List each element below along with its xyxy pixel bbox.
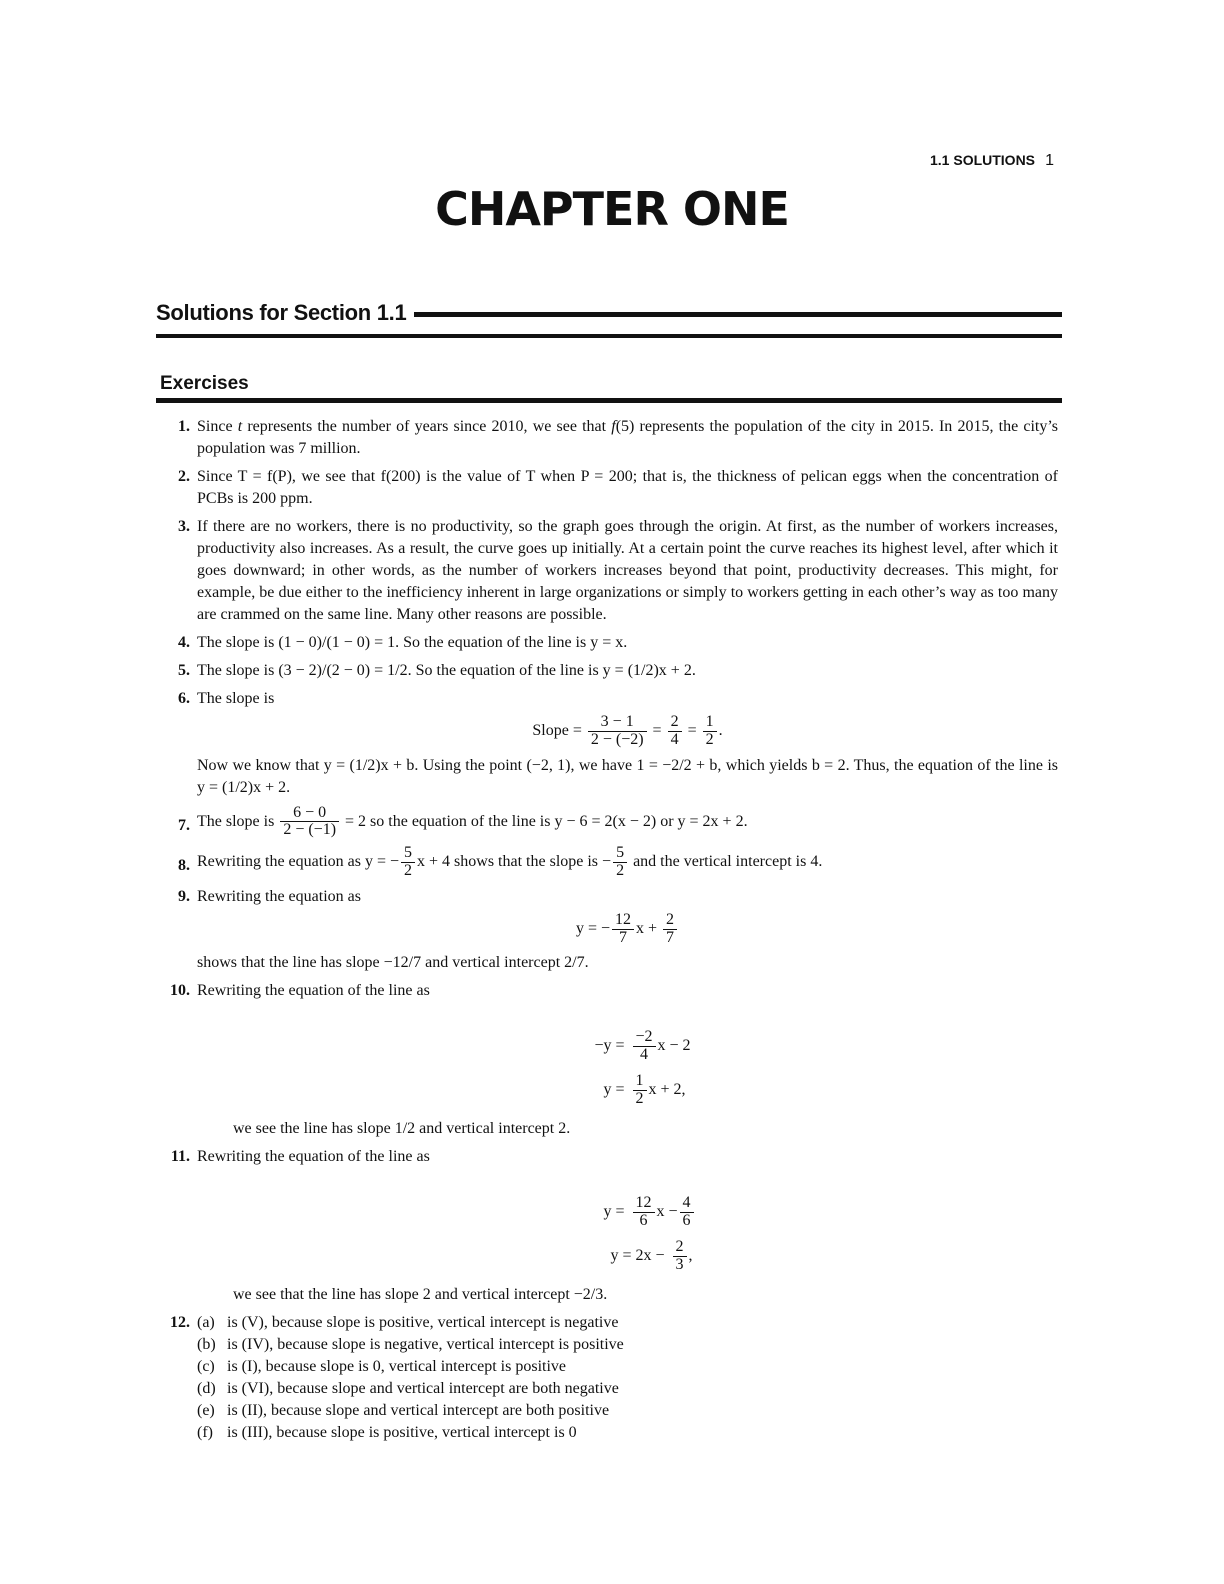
sub-answer-text: is (I), because slope is 0, vertical intercept is positive: [227, 1358, 567, 1376]
exercise-number: 11.: [170, 1148, 190, 1166]
exercise-intro: Rewriting the equation of the line as: [197, 1148, 430, 1166]
fraction: [633, 1195, 655, 1230]
exercise-number: 12.: [170, 1314, 190, 1332]
exercise-4: [156, 632, 1058, 654]
exercise-10: [156, 980, 1058, 1140]
numerator: −2: [633, 1029, 656, 1047]
equation-lhs: −y =: [594, 1037, 625, 1055]
denominator: 2 − (−2): [590, 730, 644, 748]
fraction: [588, 714, 647, 749]
denominator: 7: [666, 928, 675, 946]
denominator: 2: [635, 1089, 644, 1107]
exercise-number: 2.: [178, 468, 190, 485]
sub-answer-label: (c): [197, 1358, 215, 1376]
exercise-number: 8.: [178, 857, 190, 875]
sub-answer: [197, 1400, 1058, 1422]
exercise-number: 10.: [170, 982, 190, 1000]
equation-lhs: y =: [603, 1081, 625, 1099]
sub-answer: [197, 1422, 1058, 1444]
numerator: 5: [613, 845, 627, 863]
equation-row: [197, 1024, 1058, 1068]
fraction: [703, 714, 717, 749]
equation-rhs: [631, 1029, 751, 1064]
slope-label: Slope =: [532, 721, 582, 739]
exercise-text: Now we know that y = (1/2)x + b. Using the point (−2, 1), we have 1 = −2/2 + b, which yields b = 2. Thus, the equation of the line is y = (1/2)x + 2.: [197, 756, 1058, 796]
denominator: 6: [682, 1211, 691, 1229]
equation-lhs: y =: [603, 1203, 625, 1221]
page-number: 1: [1045, 152, 1054, 169]
subsection-title: Exercises: [160, 373, 249, 394]
denominator: 4: [640, 1045, 649, 1063]
variable-t: t: [237, 418, 243, 435]
running-head-section: 1.1 SOLUTIONS: [930, 152, 1036, 168]
text-run: Since: [197, 418, 238, 435]
text-run: represents the number of years since 2010, we see that: [242, 418, 612, 435]
exercise-1: [156, 416, 1058, 460]
exercise-intro: The slope is: [197, 690, 275, 707]
sub-answer-label: (a): [197, 1314, 215, 1332]
exercise-12: [156, 1312, 1058, 1444]
exercise-number: 9.: [178, 887, 190, 905]
exercise-9: [156, 886, 1058, 975]
fraction: [280, 805, 339, 840]
slope-equation: [197, 714, 1058, 749]
fraction: [680, 1195, 694, 1230]
exercise-8: [156, 845, 1058, 880]
equation-rhs: [631, 1073, 751, 1108]
numerator: 2: [668, 714, 682, 732]
period: .: [718, 721, 723, 739]
exercise-2: [156, 466, 1058, 510]
chapter-title: CHAPTER ONE: [435, 182, 789, 236]
numerator: 1: [633, 1073, 647, 1091]
exercise-7: [156, 805, 1058, 840]
equals-sign: =: [687, 721, 697, 739]
equation-block: [197, 1190, 1058, 1278]
function-f: f: [611, 418, 616, 435]
fraction: [633, 1073, 647, 1108]
equation-rhs: [631, 1195, 751, 1230]
sub-answer-label: (b): [197, 1336, 216, 1354]
text-run: Rewriting the equation as y = −: [197, 853, 400, 871]
equation-row: [197, 1190, 1058, 1234]
exercise-text: If there are no workers, there is no productivity, so the graph goes through the origin. At first, as the number of workers increases, productivity also increases. As a result, the curve goes up initially. At a certain point the curve reaches its highest level, after which it goes downward; in other words, as the number of workers increases beyond that point, productivity decreases. This might, for example, be due either to the inefficiency inherent in large organizations or simply to workers getting in each other’s way as too many are crammed on the same line. Many other reasons are possible.: [197, 518, 1058, 623]
numerator: 5: [401, 845, 415, 863]
denominator: 6: [639, 1211, 648, 1229]
equation-lhs: y = −: [575, 919, 610, 937]
denominator: 2: [705, 730, 714, 748]
exercise-intro: Rewriting the equation as: [197, 887, 361, 905]
sub-answer-text: is (VI), because slope and vertical intercept are both negative: [227, 1380, 619, 1398]
sub-answer-label: (f): [197, 1424, 213, 1442]
sub-answer: [197, 1356, 1058, 1378]
equals-sign: =: [652, 721, 662, 739]
exercise-5: [156, 660, 1058, 682]
denominator: 2: [616, 861, 625, 879]
sub-answer: [197, 1378, 1058, 1400]
exercise-3: [156, 516, 1058, 626]
section-divider: [156, 334, 1062, 338]
sub-answer: [197, 1312, 1058, 1334]
numerator: 6 − 0: [280, 805, 339, 823]
exercise-6: [156, 688, 1058, 799]
sub-answer-text: is (III), because slope is positive, vertical intercept is 0: [227, 1424, 577, 1442]
denominator: 3: [675, 1255, 684, 1273]
exercise-number: 5.: [178, 662, 190, 679]
subsection-rule: [156, 398, 1062, 403]
sub-answer-list: [197, 1312, 1058, 1444]
display-equation: [197, 912, 1058, 947]
fraction: [612, 912, 634, 947]
sub-answer-text: is (II), because slope and vertical intercept are both positive: [227, 1402, 610, 1420]
text-run: = 2 so the equation of the line is y − 6 = 2(x − 2) or y = 2x + 2.: [345, 812, 748, 830]
section-title: Solutions for Section 1.1: [156, 300, 414, 326]
exercise-text: we see that the line has slope 2 and vertical intercept −2/3.: [233, 1286, 608, 1304]
numerator: 4: [680, 1195, 694, 1213]
equation-row: [197, 1068, 1058, 1112]
sub-answer-label: (d): [197, 1380, 216, 1398]
exercise-list: [156, 416, 1058, 1450]
sub-answer: [197, 1334, 1058, 1356]
section-header: [156, 300, 1062, 330]
exercise-text: we see the line has slope 1/2 and vertical intercept 2.: [233, 1120, 571, 1138]
exercise-text: Since T = f(P), we see that f(200) is the value of T when P = 200; that is, the thickness of pelican eggs when the concentration of PCBs is 200 ppm.: [197, 468, 1058, 507]
exercise-number: 7.: [178, 816, 190, 834]
fraction: [613, 845, 627, 880]
equation-block: [197, 1024, 1058, 1112]
fraction: [401, 845, 415, 880]
equation-term: x − 2: [657, 1037, 691, 1055]
exercise-number: 6.: [178, 690, 190, 707]
denominator: 4: [670, 730, 679, 748]
exercise-text: [197, 805, 1058, 840]
fraction: [663, 912, 677, 947]
denominator: 2 − (−1): [283, 821, 337, 839]
denominator: 7: [619, 928, 627, 946]
numerator: 2: [663, 912, 677, 930]
exercise-number: 1.: [178, 418, 190, 435]
numerator: 1: [703, 714, 717, 732]
text-run: x + 4 shows that the slope is −: [417, 853, 612, 871]
exercise-text: shows that the line has slope −12/7 and vertical intercept 2/7.: [197, 954, 589, 972]
numerator: 3 − 1: [588, 714, 647, 732]
numerator: 12: [612, 912, 634, 930]
numerator: 12: [633, 1195, 655, 1213]
equation-term: x +: [636, 919, 658, 937]
equation-lhs: y = 2x −: [610, 1247, 665, 1265]
equation-rhs: [671, 1239, 751, 1274]
exercise-text: [197, 416, 1058, 460]
exercise-text: The slope is (3 − 2)/(2 − 0) = 1/2. So the equation of the line is y = (1/2)x + 2.: [197, 662, 696, 679]
text-run: and the vertical intercept is 4.: [633, 853, 823, 871]
exercise-intro: Rewriting the equation of the line as: [197, 982, 430, 1000]
fraction: [673, 1239, 687, 1274]
equation-term: x + 2,: [648, 1081, 686, 1099]
exercise-number: 4.: [178, 634, 190, 651]
sub-answer-label: (e): [197, 1402, 215, 1420]
text-run: The slope is: [197, 812, 275, 830]
equation-row: [197, 1234, 1058, 1278]
exercise-11: [156, 1146, 1058, 1306]
text-run: (5) represents the population of the city in 2015. In 2015, the city’s population was 7 million.: [197, 418, 1059, 457]
equation-term: x −: [656, 1203, 678, 1221]
section-rule: [396, 312, 1062, 317]
sub-answer-text: is (IV), because slope is negative, vertical intercept is positive: [227, 1336, 624, 1354]
fraction: [633, 1029, 656, 1064]
numerator: 2: [673, 1239, 687, 1257]
comma: ,: [688, 1247, 693, 1265]
fraction: [668, 714, 682, 749]
exercise-text: The slope is (1 − 0)/(1 − 0) = 1. So the equation of the line is y = x.: [197, 634, 628, 651]
exercise-number: 3.: [178, 518, 190, 535]
exercise-text: [197, 845, 1058, 880]
denominator: 2: [404, 861, 413, 879]
sub-answer-text: is (V), because slope is positive, vertical intercept is negative: [227, 1314, 619, 1332]
